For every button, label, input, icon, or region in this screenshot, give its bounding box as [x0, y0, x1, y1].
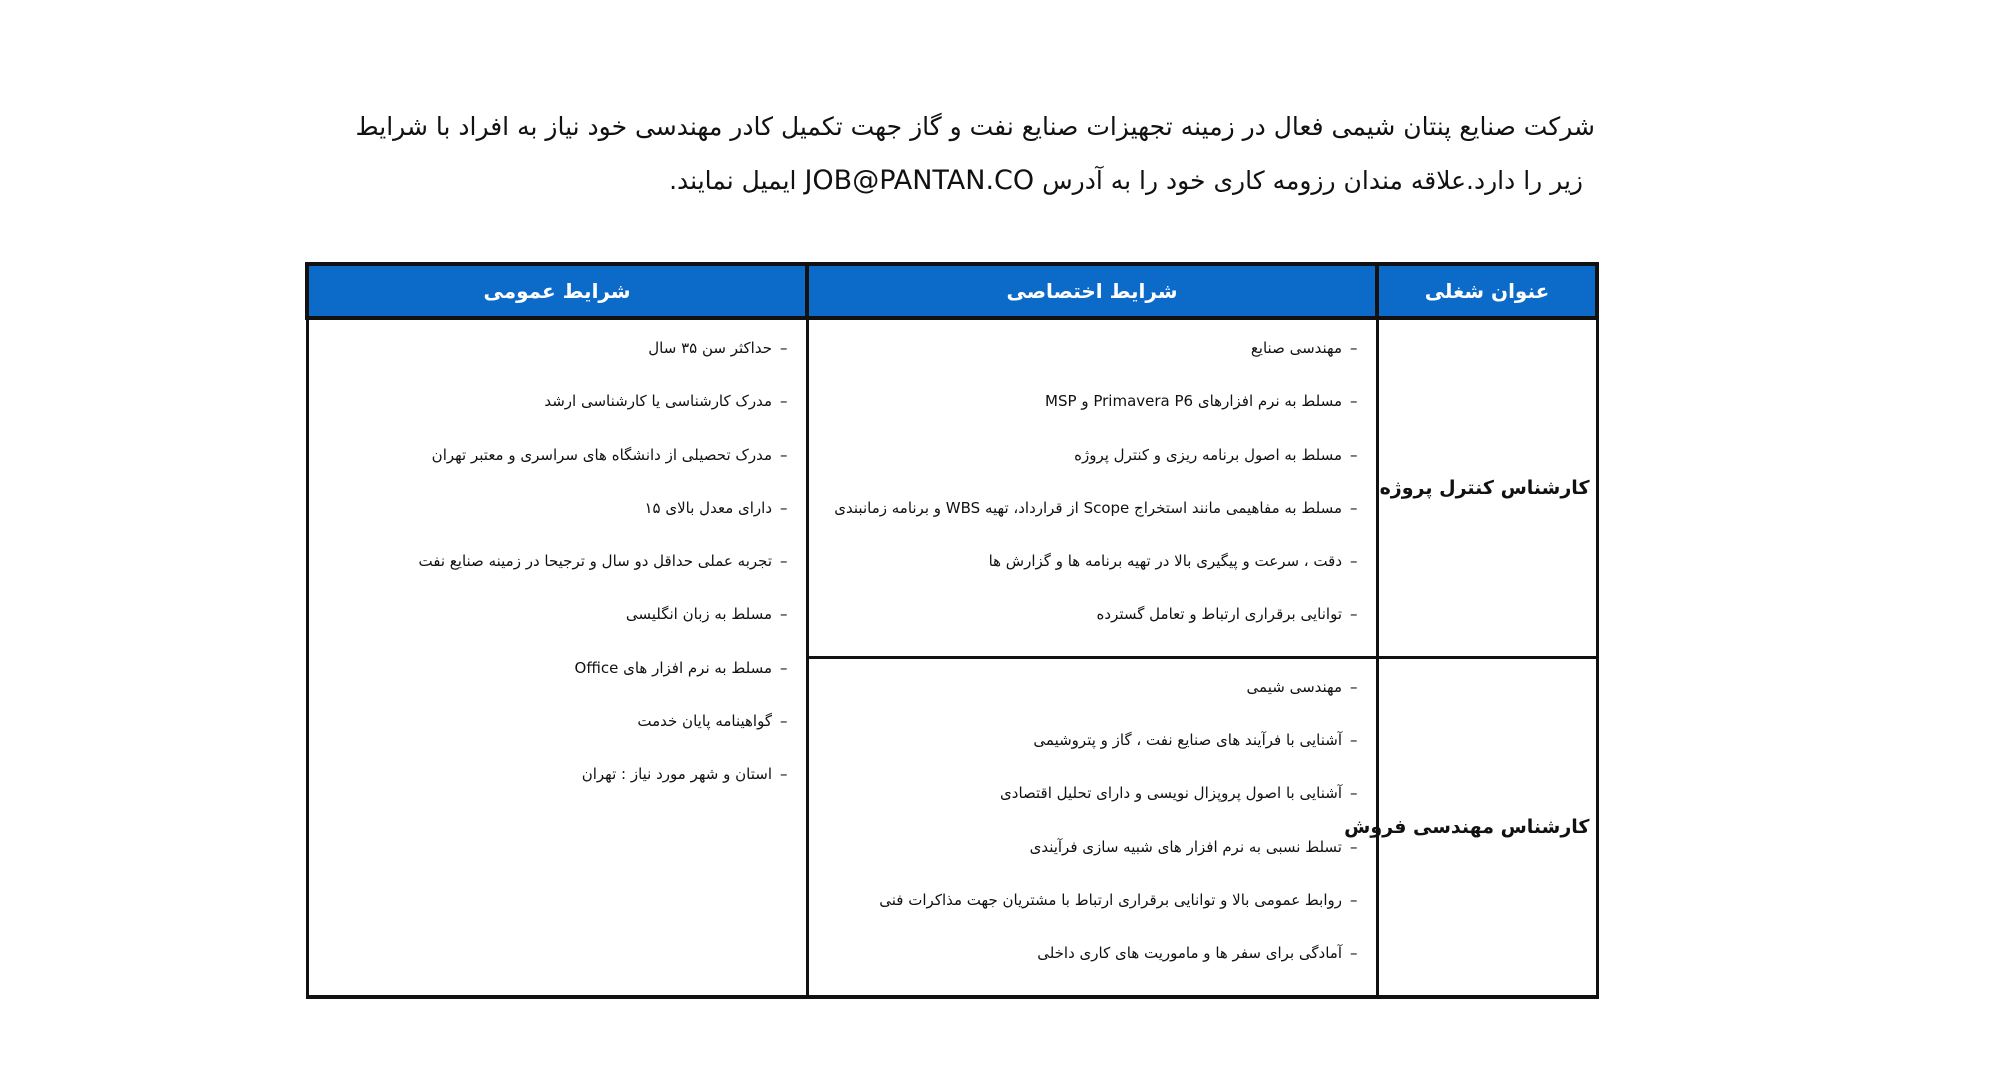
list-item — [809, 496, 1358, 549]
intro-paragraph — [355, 100, 1595, 208]
general-text: دارای معدل بالای ۱۵ — [644, 498, 772, 517]
requirement-text: مهندسی صنایع — [1250, 339, 1342, 357]
list-item — [309, 762, 788, 815]
list-item — [809, 443, 1358, 496]
list-item — [809, 336, 1358, 389]
intro-line-2 — [395, 154, 1595, 208]
dash-bullet: – — [780, 339, 788, 357]
general-requirements-list — [309, 320, 806, 816]
job-requirements-table — [305, 262, 1599, 999]
requirement-text: مسلط به اصول برنامه ریزی و کنترل پروژه — [1074, 445, 1342, 464]
requirement-text: مهندسی شیمی — [1246, 677, 1342, 696]
dash-bullet: – — [1350, 605, 1358, 624]
requirement-text: آمادگی برای سفر ها و ماموریت های کاری داخلی — [1037, 944, 1342, 963]
general-text: استان و شهر مورد نیاز : تهران — [581, 765, 772, 784]
general-text: مدرک تحصیلی از دانشگاه های سراسری و معتبر تهران — [431, 445, 772, 464]
dash-bullet: – — [1350, 498, 1358, 517]
dash-bullet: – — [780, 392, 788, 411]
dash-bullet: – — [1350, 784, 1358, 803]
header-special-requirements: شرایط اختصاصی — [807, 264, 1377, 318]
requirement-text: روابط عمومی بالا و توانایی برقراری ارتباط با مشتریان جهت مذاکرات فنی — [879, 890, 1342, 909]
general-text: مدرک کارشناسی یا کارشناسی ارشد — [544, 392, 772, 411]
intro-line-2-end: ایمیل نمایند. — [669, 166, 797, 195]
dash-bullet: – — [780, 445, 788, 464]
list-item — [809, 602, 1358, 655]
general-text: گواهینامه پایان خدمت — [637, 712, 772, 731]
list-item — [309, 709, 788, 762]
requirement-text: تسلط نسبی به نرم افزار های شبیه سازی فرآیندی — [1029, 837, 1342, 856]
dash-bullet: – — [1350, 890, 1358, 909]
job-title-sales-engineering: کارشناس مهندسی فروش — [1377, 657, 1597, 996]
dash-bullet: – — [1350, 731, 1358, 750]
header-general-requirements: شرایط عمومی — [307, 264, 807, 318]
job-title-project-control: کارشناس کنترل پروژه — [1377, 318, 1597, 657]
table-row — [307, 318, 1597, 657]
requirement-text: توانایی برقراری ارتباط و تعامل گسترده — [1096, 605, 1342, 624]
requirement-text: آشنایی با فرآیند های صنایع نفت ، گاز و پتروشیمی — [1033, 731, 1342, 750]
list-item — [309, 602, 788, 655]
list-item — [809, 941, 1358, 994]
general-requirements — [307, 318, 807, 997]
dash-bullet: – — [1350, 445, 1358, 464]
dash-bullet: – — [780, 765, 788, 784]
list-item — [809, 675, 1358, 728]
dash-bullet: – — [780, 605, 788, 624]
dash-bullet: – — [1350, 677, 1358, 696]
list-item — [809, 389, 1358, 442]
list-item — [309, 496, 788, 549]
list-item — [809, 835, 1358, 888]
requirements-list — [809, 659, 1376, 995]
intro-line-2-text: زیر را دارد.علاقه مندان رزومه کاری خود را به آدرس — [1042, 166, 1583, 195]
table-header-row — [307, 264, 1597, 318]
requirement-text: مسلط به نرم افزارهای Primavera P6 و MSP — [1045, 392, 1342, 411]
general-text: حداکثر سن ۳۵ سال — [648, 339, 772, 357]
list-item — [809, 888, 1358, 941]
dash-bullet: – — [1350, 552, 1358, 571]
general-text: مسلط به زبان انگلیسی — [625, 605, 772, 624]
dash-bullet: – — [1350, 944, 1358, 963]
dash-bullet: – — [1350, 339, 1358, 357]
list-item — [809, 728, 1358, 781]
intro-line-1: شرکت صنایع پنتان شیمی فعال در زمینه تجهیزات صنایع نفت و گاز جهت تکمیل کادر مهندسی خود نیاز به افراد با شرایط — [355, 112, 1595, 141]
dash-bullet: – — [780, 712, 788, 731]
list-item — [309, 656, 788, 709]
dash-bullet: – — [780, 552, 788, 571]
list-item — [809, 781, 1358, 834]
requirement-text: دقت ، سرعت و پیگیری بالا در تهیه برنامه ها و گزارش ها — [988, 552, 1342, 571]
requirements-list — [809, 320, 1376, 656]
list-item — [309, 389, 788, 442]
header-job-title: عنوان شغلی — [1377, 264, 1597, 318]
dash-bullet: – — [780, 658, 788, 677]
list-item — [809, 549, 1358, 602]
list-item — [309, 549, 788, 602]
contact-email[interactable]: JOB@PANTAN.CO — [804, 165, 1035, 196]
dash-bullet: – — [780, 498, 788, 517]
special-requirements-project-control — [807, 318, 1377, 657]
list-item — [309, 443, 788, 496]
special-requirements-sales-engineering — [807, 657, 1377, 996]
general-text: مسلط به نرم افزار های Office — [574, 658, 772, 677]
general-text: تجربه عملی حداقل دو سال و ترجیحا در زمینه صنایع نفت — [418, 552, 772, 571]
dash-bullet: – — [1350, 392, 1358, 411]
requirement-text: آشنایی با اصول پروپزال نویسی و دارای تحلیل اقتصادی — [1000, 784, 1342, 803]
dash-bullet: – — [1350, 837, 1358, 856]
list-item — [309, 336, 788, 389]
requirement-text: مسلط به مفاهیمی مانند استخراج Scope از قرارداد، تهیه WBS و برنامه زمانبندی — [834, 498, 1342, 517]
